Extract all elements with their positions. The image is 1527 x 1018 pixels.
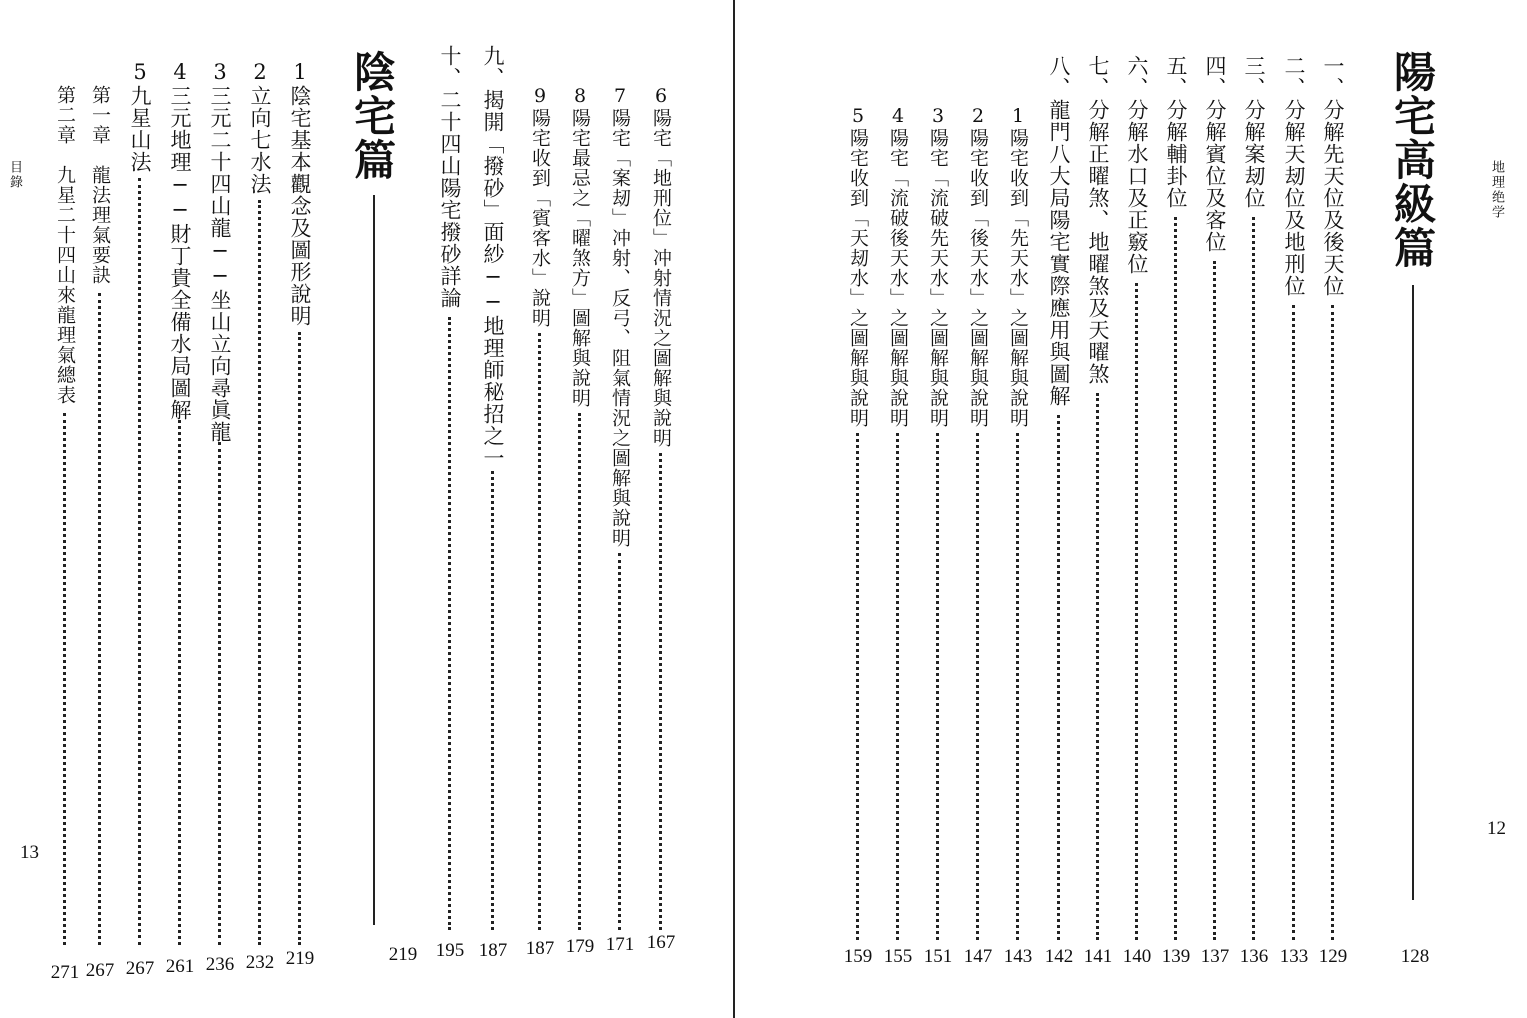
dot-leader [63,413,66,945]
section-heading-yin: 陰宅篇 [348,50,397,182]
toc-entry-page: 151 [923,946,953,967]
dot-leader [258,200,261,945]
running-title-left: 目錄 [7,160,22,190]
toc-entry-page: 187 [478,940,508,961]
toc-entry-title: 4三元地理──財丁貴全備水局圖解 [168,60,192,421]
toc-entry-page: 137 [1200,946,1230,967]
toc-entry-title: 第二章 九星二十四山來龍理氣總表 [54,85,76,405]
dot-leader [1252,217,1255,940]
toc-entry-page: 232 [245,952,275,973]
toc-entry-title: 3陽宅「流破先天水」之圖解與說明 [927,105,949,428]
dot-leader [856,433,859,940]
toc-entry-page: 195 [435,940,465,961]
dot-leader [448,317,451,930]
toc-entry-title: 五、分解輔卦位 [1164,55,1188,209]
dot-leader [1096,393,1099,940]
toc-entry-page: 129 [1318,946,1348,967]
dot-leader [218,442,221,945]
dot-leader [936,433,939,940]
toc-entry-page: 136 [1239,946,1269,967]
toc-entry-page: 179 [565,936,595,957]
dot-leader [491,471,494,930]
dot-leader [618,553,621,930]
book-spine [733,0,735,1018]
dot-leader [1174,217,1177,940]
toc-entry-page: 155 [883,946,913,967]
dot-leader [538,333,541,930]
dot-leader [976,433,979,940]
toc-entry-title: 九、揭開「撥砂」面紗──地理師秘招之一 [481,45,505,469]
toc-entry-title: 六、分解水口及正竅位 [1125,55,1149,275]
toc-entry-title: 8陽宅最忌之「曜煞方」圖解與說明 [569,85,591,408]
running-title-right: 地理绝学 [1489,160,1504,220]
toc-entry-page: 141 [1083,946,1113,967]
toc-entry-page: 236 [205,954,235,975]
toc-entry-page: 171 [605,934,635,955]
toc-entry-title: 7陽宅「案刼」冲射、反弓、阻氣情況之圖解與說明 [609,85,631,548]
page-number-left: 13 [20,842,39,863]
toc-entry-page: 261 [165,956,195,977]
toc-entry-title: 9陽宅收到「賓客水」說明 [529,85,551,328]
dot-leader [896,433,899,940]
heading-rule-yin [373,195,375,925]
toc-entry-page: 187 [525,938,555,959]
toc-entry-title: 6陽宅「地刑位」冲射情況之圖解與說明 [650,85,672,448]
dot-leader [138,178,141,945]
page-number-right: 12 [1487,818,1506,839]
heading-rule-yang [1412,285,1414,900]
dot-leader [1016,433,1019,940]
toc-entry-page: 139 [1161,946,1191,967]
dot-leader [178,420,181,945]
toc-entry-page: 143 [1003,946,1033,967]
toc-entry-page: 267 [125,958,155,979]
toc-entry-title: 2立向七水法 [248,60,272,195]
toc-entry-title: 5陽宅收到「天刼水」之圖解與說明 [847,105,869,428]
toc-entry-title: 四、分解賓位及客位 [1203,55,1227,253]
heading-page-yin: 219 [388,944,418,965]
toc-entry-page: 140 [1122,946,1152,967]
toc-entry-title: 七、分解正曜煞、地曜煞及天曜煞 [1086,55,1110,385]
toc-entry-title: 4陽宅「流破後天水」之圖解與說明 [887,105,909,428]
toc-entry-page: 267 [85,960,115,981]
toc-entry-title: 3三元二十四山龍──坐山立向尋眞龍 [208,60,232,443]
dot-leader [1213,261,1216,940]
toc-entry-title: 1陽宅收到「先天水」之圖解與說明 [1007,105,1029,428]
toc-entry-title: 一、分解先天位及後天位 [1321,55,1345,297]
section-heading-yang: 陽宅高級篇 [1388,50,1437,270]
toc-entry-title: 2陽宅收到「後天水」之圖解與說明 [967,105,989,428]
dot-leader [659,453,662,930]
toc-entry-title: 第一章 龍法理氣要訣 [89,85,111,285]
toc-entry-title: 5九星山法 [128,60,152,173]
dot-leader [98,293,101,945]
toc-entry-page: 167 [646,932,676,953]
dot-leader [1331,305,1334,940]
toc-entry-title: 二、分解天刼位及地刑位 [1282,55,1306,297]
heading-page-yang: 128 [1400,946,1430,967]
toc-entry-title: 三、分解案刼位 [1242,55,1266,209]
toc-entry-page: 142 [1044,946,1074,967]
toc-entry-page: 219 [285,948,315,969]
toc-entry-title: 1陰宅基本觀念及圖形說明 [288,60,312,327]
dot-leader [1135,283,1138,940]
toc-entry-title: 十、二十四山陽宅撥砂詳論 [438,45,462,309]
toc-entry-page: 133 [1279,946,1309,967]
dot-leader [1292,305,1295,940]
toc-entry-page: 271 [50,962,80,983]
toc-entry-title: 八、龍門八大局陽宅實際應用與圖解 [1047,55,1071,407]
dot-leader [1057,415,1060,940]
dot-leader [578,413,581,930]
toc-entry-page: 147 [963,946,993,967]
dot-leader [298,332,301,945]
toc-entry-page: 159 [843,946,873,967]
